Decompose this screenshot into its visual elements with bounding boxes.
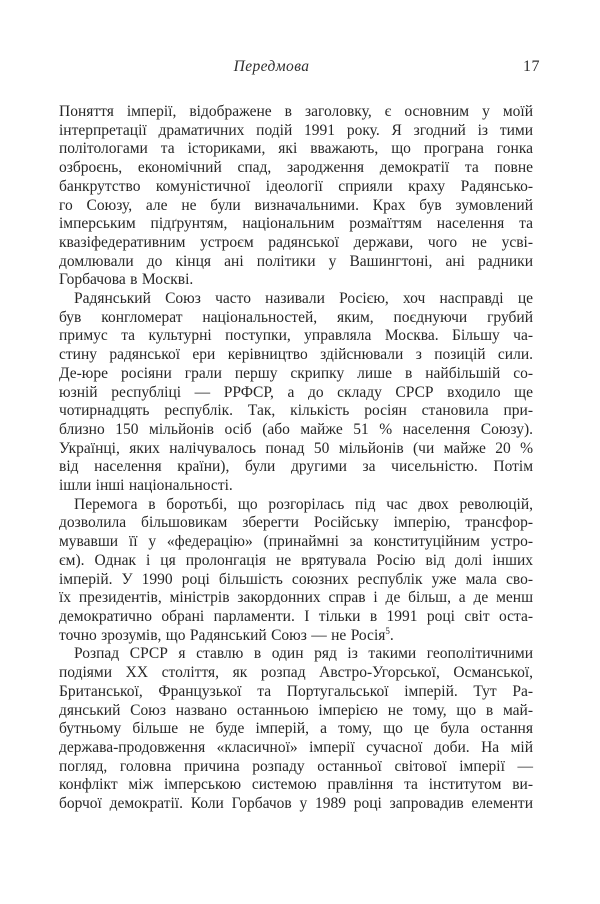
text-line: Британської, Французької та Португальської імперій. Тут Ра- <box>59 682 533 700</box>
text-line: інтерпретації драматичних подій 1991 року. Я згодний із тими <box>59 121 533 139</box>
header-title: Передмова <box>233 58 310 75</box>
text-line: Перемога в боротьбі, що розгорілась під час двох революцій, <box>74 495 533 513</box>
text-line: Розпад СРСР я ставлю в один ряд із такими геополітичними <box>74 645 533 663</box>
text-line: Радянський Союз часто називали Росією, хоч насправді це <box>74 290 533 308</box>
text-line: бутньому більше не буде імперій, а тому, що це була остання <box>59 720 533 738</box>
text-line: держава-продовження «класичної» імперії сучасної доби. На мій <box>59 738 533 756</box>
text-line: озброєнь, економічний спад, зародження демократії та повне <box>59 159 533 177</box>
text-line: близно 150 мільйонів осіб (або майже 51 % населення Союзу). <box>59 420 533 438</box>
text-line: банкрутство комуністичної ідеології сприяли краху Радянсько- <box>59 177 533 195</box>
text-line: конфлікт між імперською системою правління та інститутом ви- <box>59 776 533 794</box>
text-line: їх президентів, міністрів закордонних справ і де більш, а де менш <box>59 589 533 607</box>
text-line: го Союзу, але не були визначальними. Крах був зумовлений <box>59 196 533 214</box>
text-line: домлювали до кінця ані політики у Вашингтоні, ані радники <box>59 252 533 270</box>
text-line <box>59 627 533 646</box>
text-line: стину радянської ери керівництво здійснювали з позицій сили. <box>59 346 533 364</box>
text-segment: . <box>389 626 394 644</box>
text-line: дозволила більшовикам зберегти Російську імперію, трансфор- <box>59 514 533 532</box>
text-line: від населення країни), були другими за чисельністю. Потім <box>59 458 533 476</box>
text-line: подіями XX століття, як розпад Австро-Угорської, Османської, <box>59 664 533 682</box>
text-line: єм). Однак і ця пролонгація не врятувала Росію від долі інших <box>59 551 533 569</box>
text-segment: точно зрозумів, що Радянський Союз — не Росія <box>59 626 386 644</box>
text-line: Де-юре росіяни грали першу скрипку лише в найбільшій со- <box>59 364 533 382</box>
text-line: борчої демократії. Коли Горбачов у 1989 році запровадив елементи <box>59 795 533 813</box>
paragraph <box>59 290 533 496</box>
text-line: погляд, головна причина розпаду останньої світової імперії — <box>59 757 533 775</box>
text-line: Горбачова в Москві. <box>59 271 194 289</box>
text-line: демократично обрані парламенти. І тільки в 1991 році світ оста- <box>59 607 533 625</box>
text-line: Поняття імперії, відображене в заголовку, є основним у моїй <box>59 103 533 120</box>
text-line: мувавши її у «федерацію» (принаймні за конституційним устро- <box>59 533 533 551</box>
body-text <box>59 103 533 814</box>
text-line: був конгломерат національностей, яким, поєднуючи грубий <box>59 308 533 326</box>
text-line: чотирнадцять республік. Так, кількість росіян становила при- <box>59 402 533 420</box>
footnote-marker: 5 <box>385 625 390 636</box>
text-line: Українці, яких налічувалось понад 50 мільйонів (чи майже 20 % <box>59 439 533 457</box>
text-line: юзній республіці — РРФСР, а до складу СРСР входило ще <box>59 383 533 401</box>
text-line: імперським підґрунтям, національним розмаїттям населення та <box>59 215 533 233</box>
text-line: квазіфедеративним устроєм радянської держави, чого не усві- <box>59 233 533 251</box>
paragraph <box>59 645 533 813</box>
text-line: ішли інші національності. <box>59 477 233 495</box>
text-line: політологами та істориками, які вважають, що програна гонка <box>59 140 533 158</box>
page-number: 17 <box>523 58 540 75</box>
paragraph <box>59 103 533 290</box>
text-line: примус та культурні поступки, управляла Москва. Більшу ча- <box>59 327 533 345</box>
paragraph <box>59 496 533 646</box>
text-line: дянський Союз названо останньою імперією не тому, що в май- <box>59 701 533 719</box>
text-line: імперій. У 1990 році більшість союзних республік уже мала сво- <box>59 570 533 588</box>
running-header <box>59 58 540 80</box>
